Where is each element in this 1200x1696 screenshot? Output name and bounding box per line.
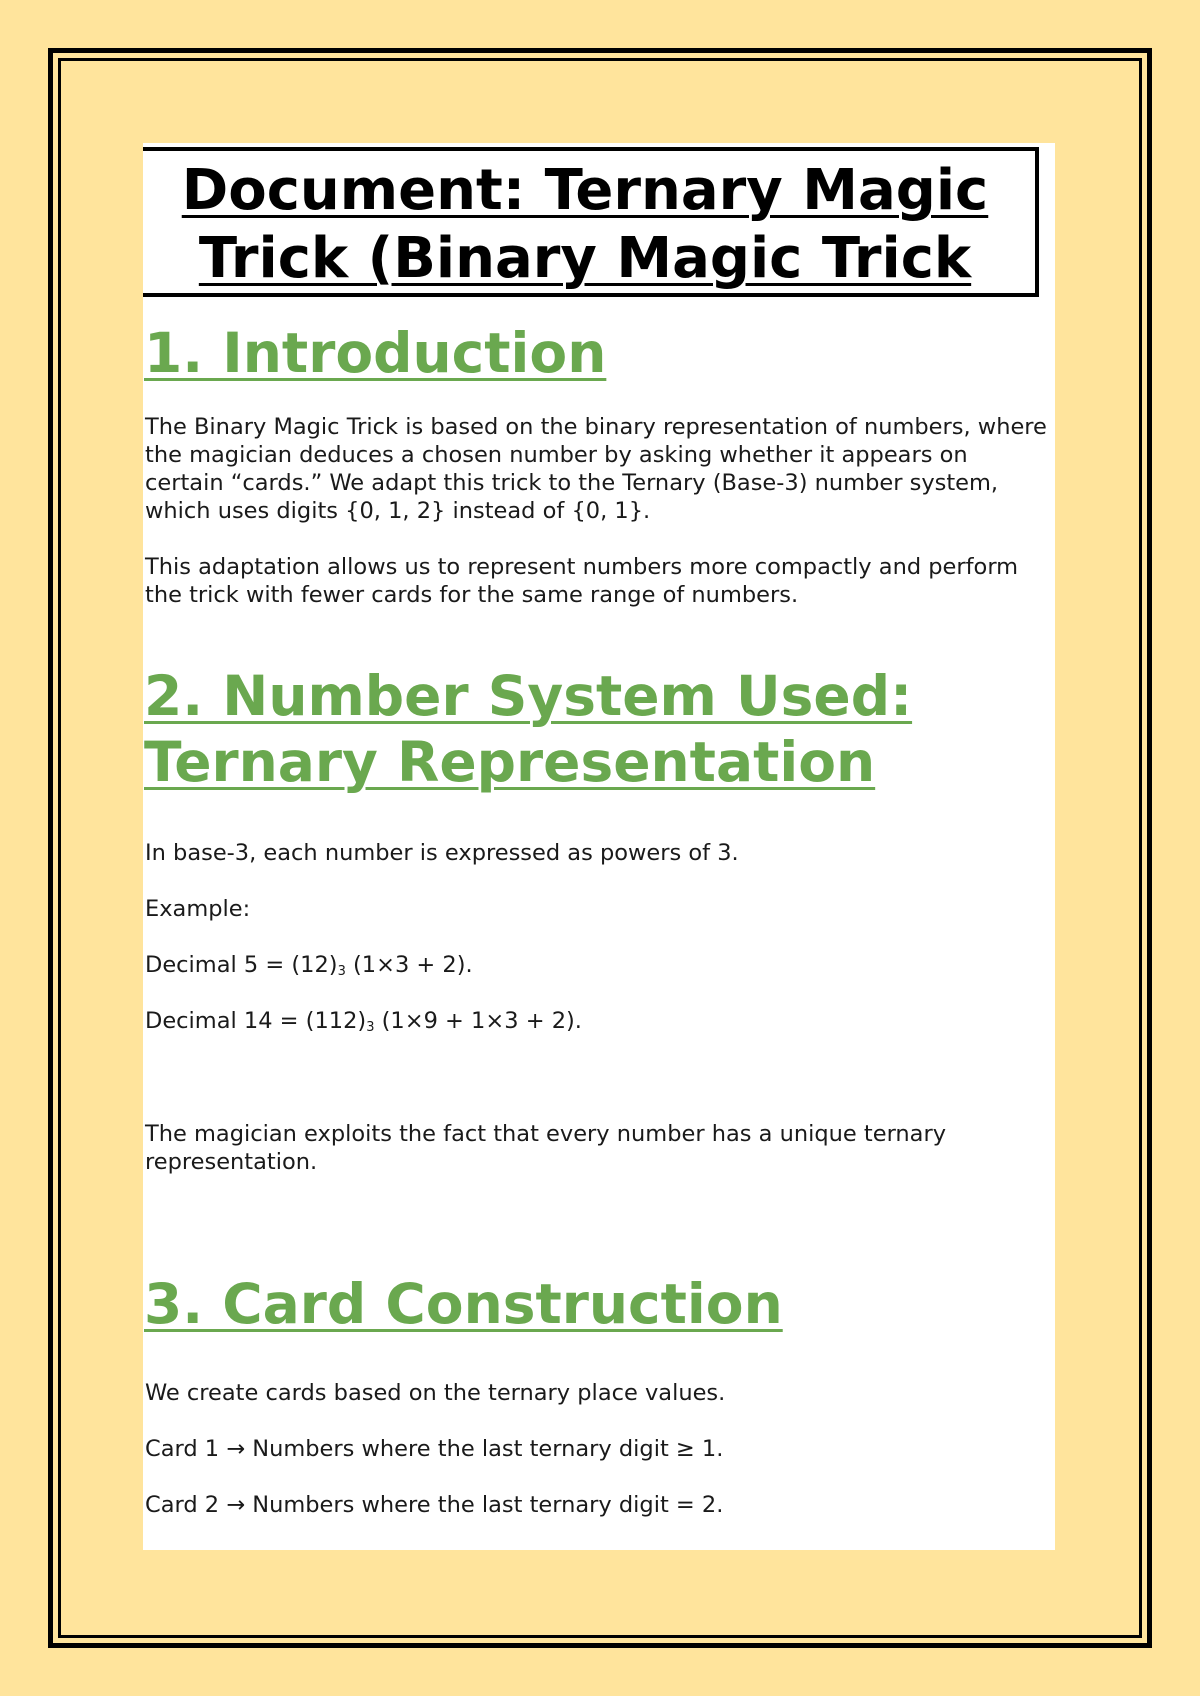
example-decimal-14-base: 3	[366, 1020, 375, 1035]
example-decimal-14	[145, 1007, 1050, 1035]
title-box	[143, 147, 1039, 297]
section-heading-introduction: 1. Introduction	[144, 321, 607, 385]
number-system-closing: The magician exploits the fact that every number has a unique ternary representation.	[145, 1121, 947, 1175]
section-heading-number-system: 2. Number System Used: Ternary Representation	[144, 664, 913, 794]
card-1-rule: Card 1 → Numbers where the last ternary digit ≥ 1.	[145, 1436, 724, 1462]
card-construction-paragraph: We create cards based on the ternary place values.	[145, 1380, 726, 1406]
document-title: Document: Ternary Magic Trick (Binary Magic Trick	[181, 158, 989, 291]
intro-paragraph-2: This adaptation allows us to represent numbers more compactly and perform the trick with fewer cards for the same range of numbers.	[145, 554, 1019, 608]
document-page	[143, 143, 1055, 1550]
card-2-rule: Card 2 → Numbers where the last ternary digit = 2.	[145, 1492, 724, 1518]
example-decimal-5	[145, 951, 1050, 979]
intro-paragraph-1: The Binary Magic Trick is based on the binary representation of numbers, where the magician deduces a chosen number by asking whether it appears on certain “cards.” We adapt this trick to the Ternary (Base-3) number system, which uses digits {0, 1, 2} instead of {0, 1}.	[145, 414, 1047, 524]
example-decimal-14-prefix: Decimal 14 = (112)	[145, 1008, 367, 1034]
example-decimal-5-suffix: (1×3 + 2).	[345, 952, 473, 978]
example-decimal-5-base: 3	[337, 964, 346, 979]
example-decimal-14-suffix: (1×9 + 1×3 + 2).	[374, 1008, 582, 1034]
number-system-paragraph: In base-3, each number is expressed as powers of 3.	[145, 840, 739, 866]
example-decimal-5-prefix: Decimal 5 = (12)	[145, 952, 338, 978]
example-label: Example:	[145, 896, 251, 922]
section-heading-card-construction: 3. Card Construction	[144, 1272, 783, 1336]
